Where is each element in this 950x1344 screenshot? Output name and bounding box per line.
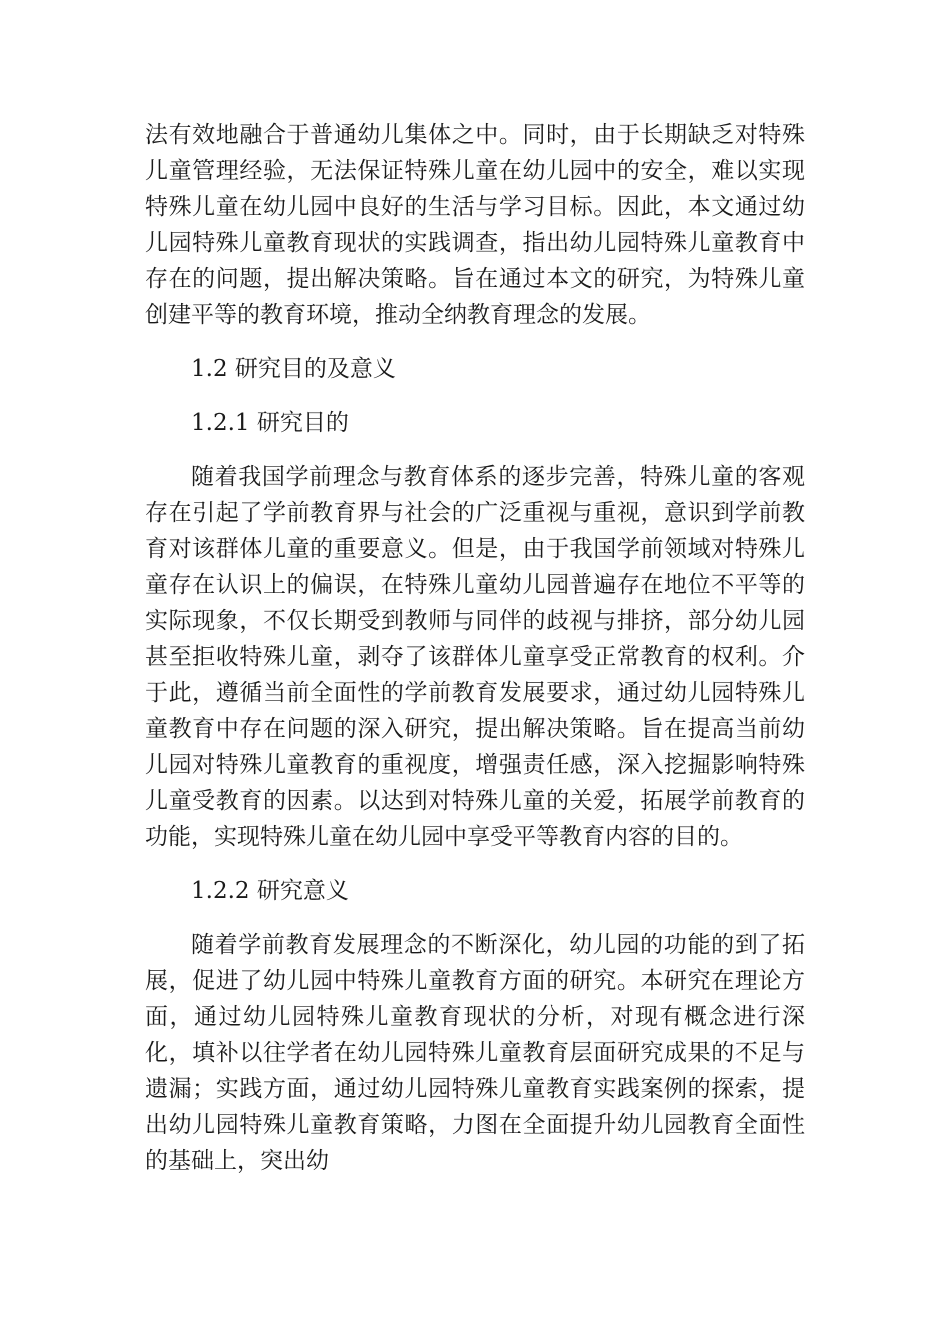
document-page	[145, 117, 805, 1179]
section-heading-1-2: 1.2 研究目的及意义	[191, 356, 396, 382]
body-paragraph-purpose: 随着我国学前理念与教育体系的逐步完善，特殊儿童的客观存在引起了学前教育界与社会的广泛重视与重视，意识到学前教育对该群体儿童的重要意义。但是，由于我国学前领域对特殊儿童存在认识上的偏误，在特殊儿童幼儿园普遍存在地位不平等的实际现象，不仅长期受到教师与同伴的歧视与排挤，部分幼儿园甚至拒收特殊儿童，剥夺了该群体儿童享受正常教育的权利。介于此，遵循当前全面性的学前教育发展要求，通过幼儿园特殊儿童教育中存在问题的深入研究，提出解决策略。旨在提高当前幼儿园对特殊儿童教育的重视度，增强责任感，深入挖掘影响特殊儿童受教育的因素。以达到对特殊儿童的关爱，拓展学前教育的功能，实现特殊儿童在幼儿园中享受平等教育内容的目的。	[145, 464, 805, 850]
body-paragraph-continued: 法有效地融合于普通幼儿集体之中。同时，由于长期缺乏对特殊儿童管理经验，无法保证特殊儿童在幼儿园中的安全，难以实现特殊儿童在幼儿园中良好的生活与学习目标。因此，本文通过幼儿园特殊儿童教育现状的实践调查，指出幼儿园特殊儿童教育中存在的问题，提出解决策略。旨在通过本文的研究，为特殊儿童创建平等的教育环境，推动全纳教育理念的发展。	[145, 122, 805, 328]
subsection-heading-1-2-1: 1.2.1 研究目的	[191, 410, 349, 436]
body-paragraph-significance: 随着学前教育发展理念的不断深化，幼儿园的功能的到了拓展，促进了幼儿园中特殊儿童教育方面的研究。本研究在理论方面，通过幼儿园特殊儿童教育现状的分析，对现有概念进行深化，填补以往学者在幼儿园特殊儿童教育层面研究成果的不足与遗漏；实践方面，通过幼儿园特殊儿童教育实践案例的探索，提出幼儿园特殊儿童教育策略，力图在全面提升幼儿园教育全面性的基础上，突出幼	[145, 932, 805, 1174]
subsection-heading-1-2-2: 1.2.2 研究意义	[191, 878, 349, 904]
